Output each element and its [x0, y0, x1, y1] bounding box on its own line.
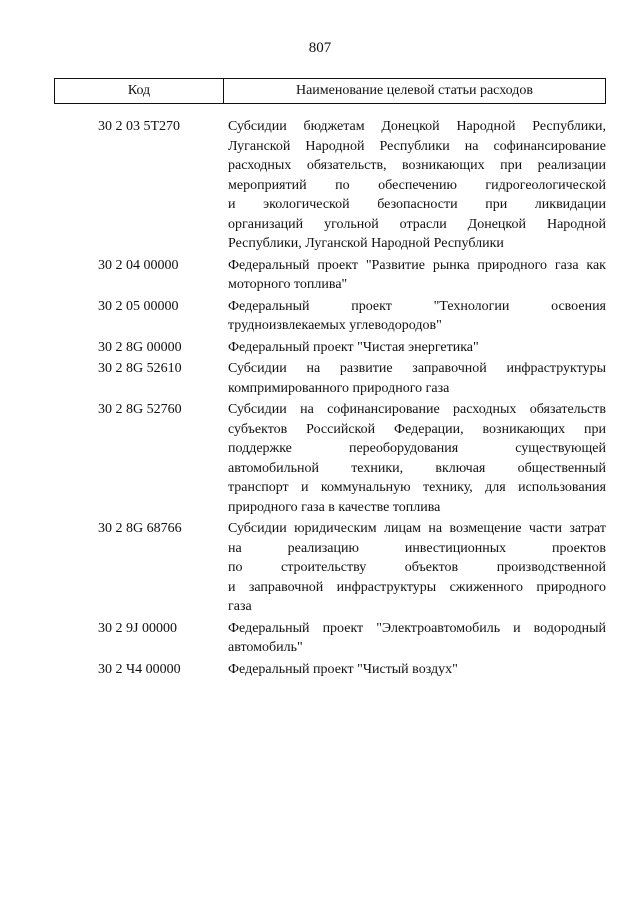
- row-name: [222, 619, 606, 658]
- row-code: 30 2 03 5Т270: [98, 119, 181, 134]
- row-name-line: расходных обязательств, возникающих при реализации: [228, 158, 606, 173]
- row-name-line: мероприятий по обеспечению гидрогеологической: [228, 177, 606, 193]
- row-name-line: Федеральный проект "Развитие рынка природного газа как: [228, 257, 606, 273]
- table-row: [54, 660, 606, 680]
- table-row: [54, 400, 606, 517]
- page-number: 807: [308, 40, 332, 56]
- table-row: [54, 338, 606, 358]
- row-name-line: моторного топлива": [228, 277, 348, 292]
- row-name: [222, 256, 606, 295]
- row-name: [222, 297, 606, 336]
- row-code: 30 2 05 00000: [98, 298, 179, 314]
- row-code: 30 2 Ч4 00000: [98, 661, 181, 677]
- row-name-line: Субсидии юридическим лицам на возмещение части затрат: [228, 521, 606, 536]
- row-name-line: Федеральный проект "Технологии освоения: [228, 298, 606, 314]
- row-name: [222, 660, 606, 680]
- row-code: 30 2 8G 68766: [98, 521, 182, 536]
- row-code: 30 2 8G 52610: [98, 361, 182, 376]
- row-name-line: Федеральный проект "Электроавтомобиль и водородный: [228, 620, 606, 636]
- row-name-line: автомобиль": [228, 640, 303, 655]
- row-code: 30 2 9J 00000: [98, 620, 177, 636]
- table-row: [54, 519, 606, 617]
- row-name-line: и экологической безопасности при ликвидации: [228, 197, 606, 212]
- row-name-line: Республики, Луганской Народной Республики: [228, 236, 504, 251]
- row-name-line: на реализацию инвестиционных проектов: [228, 540, 606, 556]
- row-name-line: Луганской Народной Республики на софинансирование: [228, 138, 606, 154]
- table-header: [54, 78, 606, 104]
- row-name-line: транспорт и коммунальную технику, для использования: [228, 480, 606, 495]
- header-code: Код: [55, 79, 224, 103]
- row-name-line: автомобильной техники, включая общественный: [228, 460, 606, 476]
- table-row: [54, 619, 606, 658]
- row-name-line: по строительству объектов производственной: [228, 560, 606, 575]
- row-name: [222, 359, 606, 398]
- row-name: [222, 338, 606, 358]
- row-name-line: Федеральный проект "Чистая энергетика": [228, 339, 479, 355]
- row-name-line: Субсидии бюджетам Донецкой Народной Республики,: [228, 119, 606, 134]
- header-name: Наименование целевой статьи расходов: [295, 83, 534, 98]
- row-name-line: природного газа в качестве топлива: [228, 499, 441, 515]
- row-name-line: Субсидии на развитие заправочной инфраструктуры: [228, 361, 606, 376]
- table-body: [54, 117, 606, 681]
- row-name-line: компримированного природного газа: [228, 380, 450, 396]
- row-name-line: организаций угольной отрасли Донецкой Народной: [228, 216, 606, 232]
- row-name-line: Федеральный проект "Чистый воздух": [228, 661, 458, 677]
- row-name-line: субъектов Российской Федерации, возникающих при: [228, 421, 606, 437]
- row-name: [222, 400, 606, 517]
- row-code: 30 2 04 00000: [98, 257, 179, 273]
- row-code: 30 2 8G 52760: [98, 402, 182, 417]
- row-name-line: и заправочной инфраструктуры сжиженного природного: [228, 579, 606, 595]
- row-name-line: трудноизвлекаемых углеводородов": [228, 318, 442, 333]
- row-name-line: газа: [228, 599, 252, 614]
- row-name-line: поддержке переоборудования существующей: [228, 441, 606, 456]
- table-row: [54, 117, 606, 254]
- table-row: [54, 256, 606, 295]
- row-name-line: Субсидии на софинансирование расходных обязательств: [228, 402, 606, 417]
- row-name: [222, 519, 606, 617]
- row-code: 30 2 8G 00000: [98, 339, 182, 355]
- table-row: [54, 297, 606, 336]
- row-name: [222, 117, 606, 254]
- table-row: [54, 359, 606, 398]
